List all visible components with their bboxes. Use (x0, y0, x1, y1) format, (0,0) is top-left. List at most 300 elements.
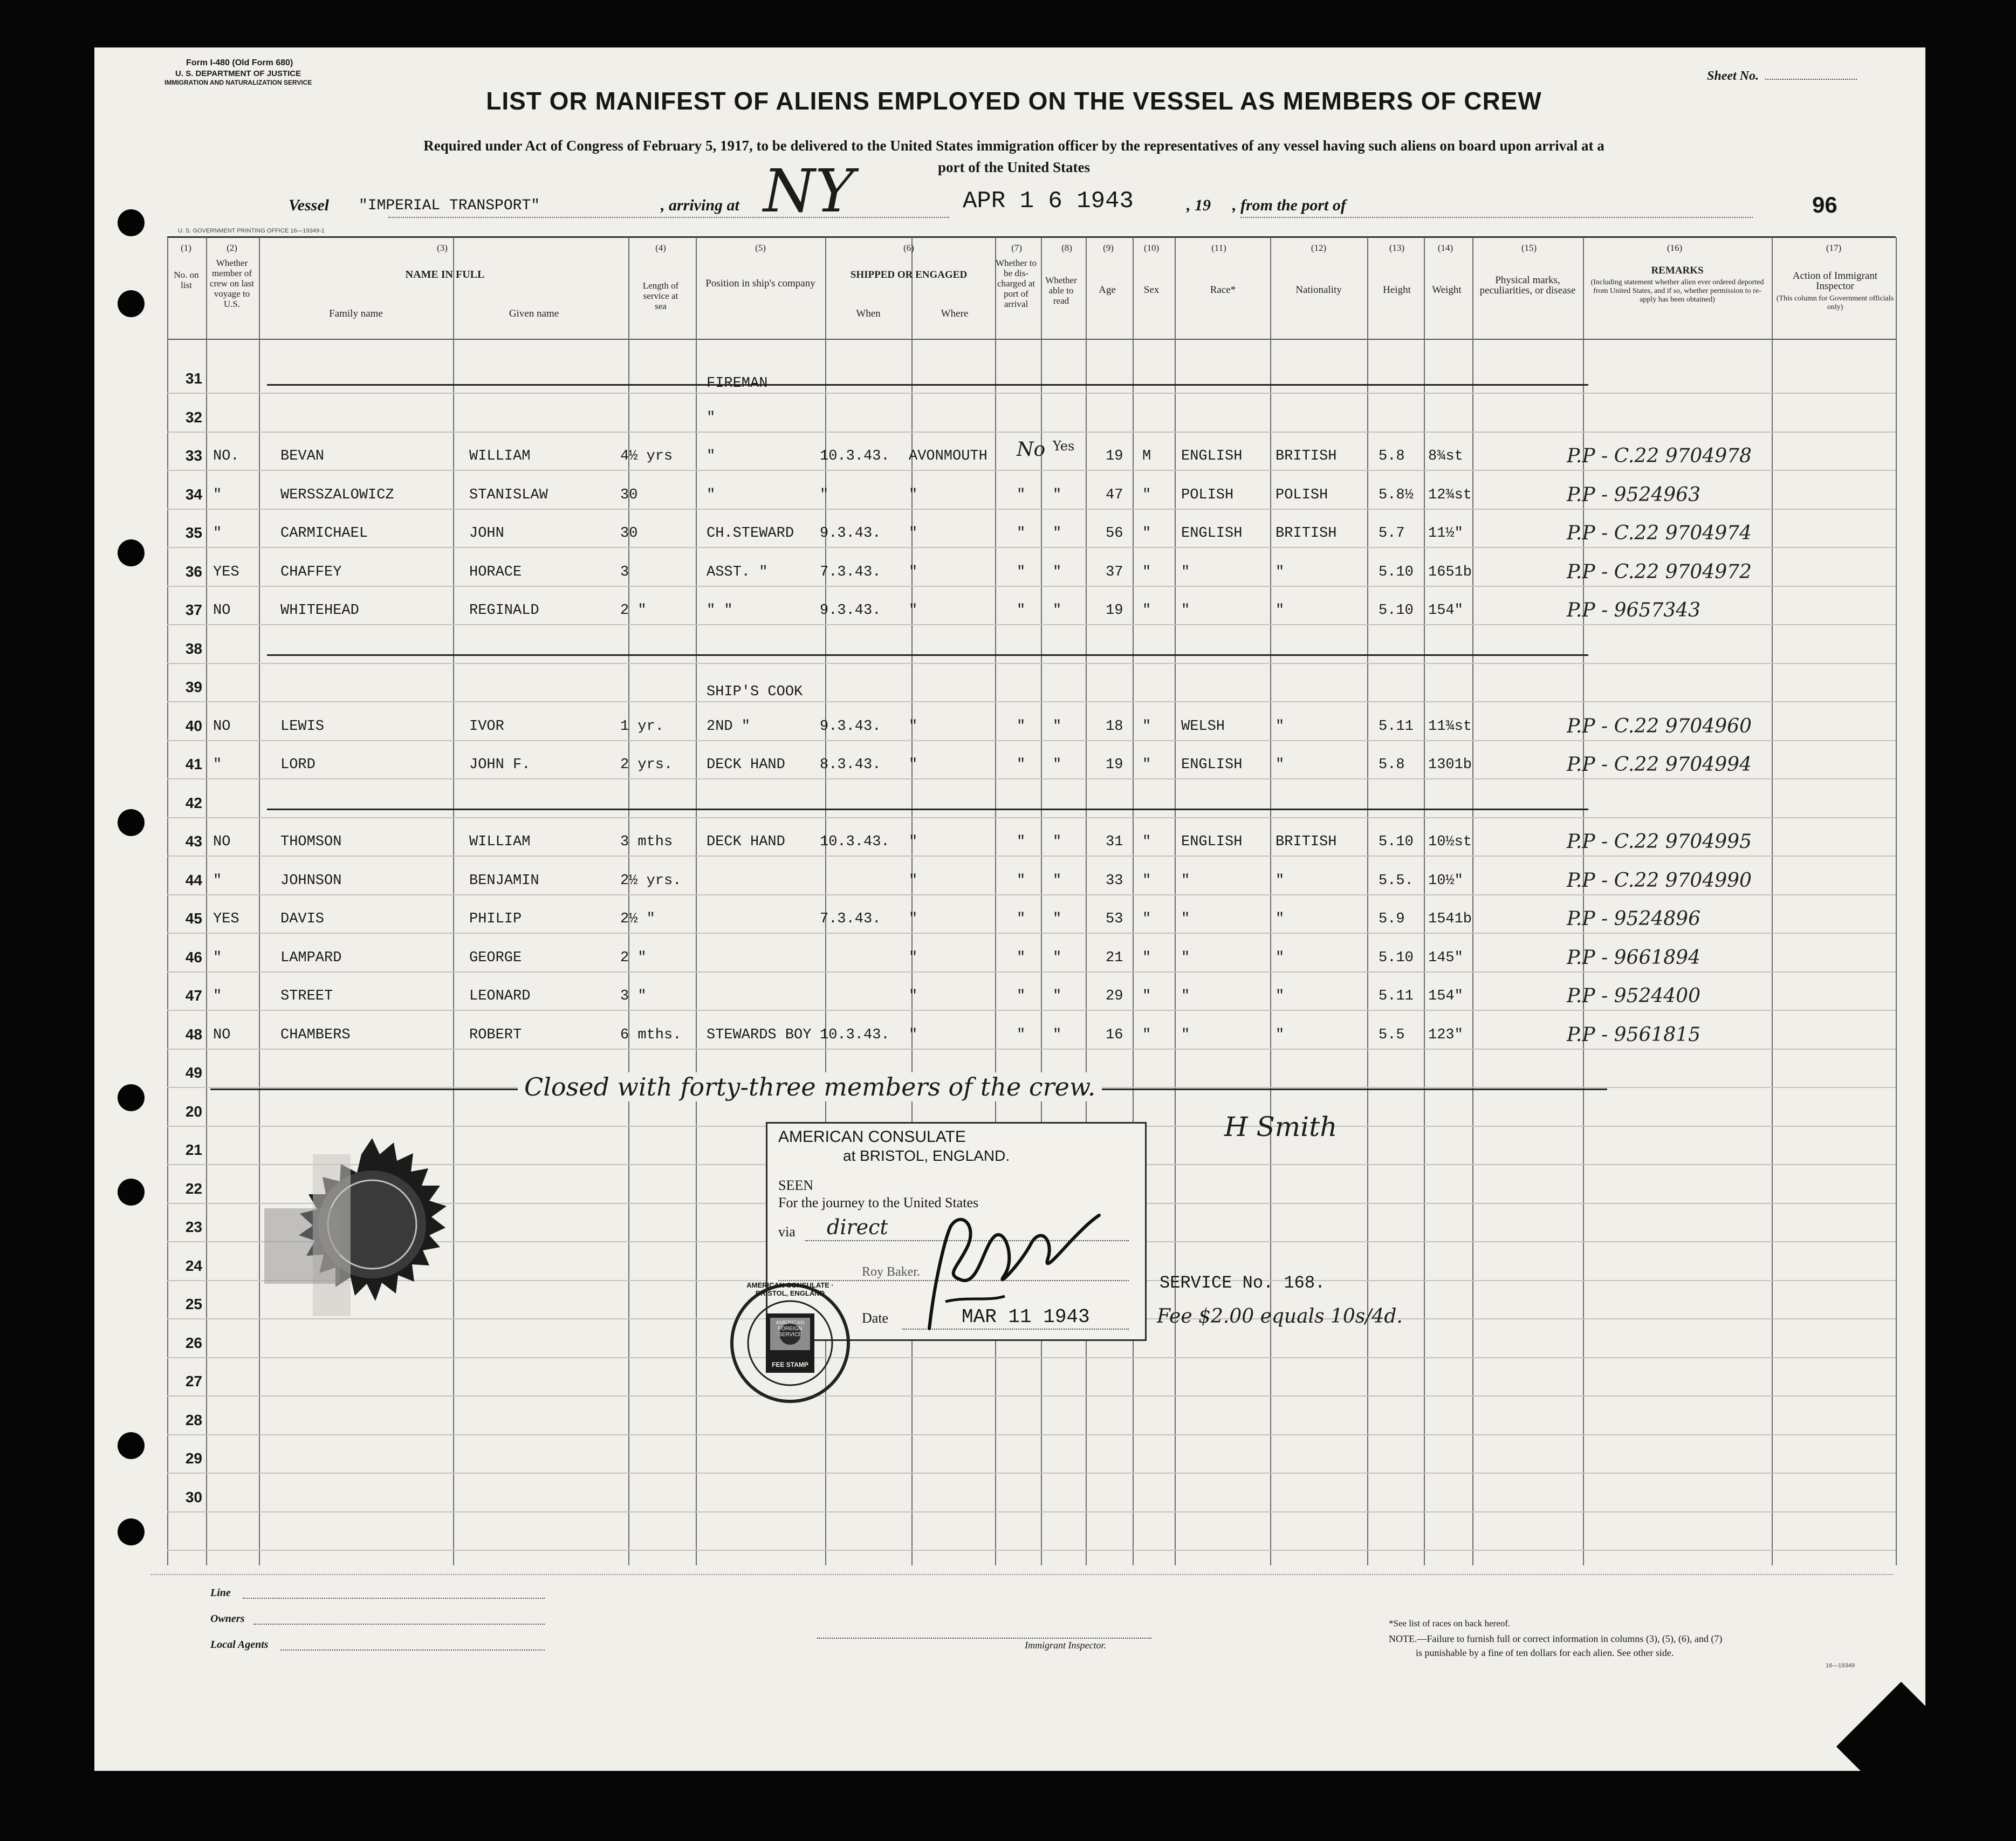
row-rule (167, 509, 1896, 510)
cell-length: 2½ " (620, 911, 655, 927)
cell-given: BENJAMIN (469, 872, 539, 889)
vessel-underline (388, 217, 949, 218)
cell-position: SHIP'S COOK (707, 684, 803, 700)
cell-member: NO (213, 718, 231, 735)
cell-disch: " (1017, 487, 1026, 503)
row-rule (167, 624, 1896, 625)
cell-member: YES (213, 564, 239, 580)
cell-remarks: P.P - 9524896 (1567, 908, 1700, 930)
cell-height: 5.7 (1379, 525, 1405, 542)
closing-note: Closed with forty-three members of the crew. (518, 1072, 1102, 1101)
cell-remarks: P.P - C.22 9704995 (1567, 831, 1752, 853)
cell-nat: " (1276, 949, 1285, 966)
header-weight: Weight (1432, 284, 1462, 296)
column-rule (167, 237, 168, 1565)
cell-given: JOHN F. (469, 757, 531, 773)
from-port-label: , from the port of (1232, 196, 1346, 214)
row-rule (167, 856, 1896, 857)
cell-given: PHILIP (469, 911, 522, 927)
row-rule (167, 586, 1896, 587)
header-bottom-rule (167, 339, 1896, 340)
cell-read: " (1053, 564, 1062, 580)
cell-remarks: P.P - 9657343 (1567, 599, 1700, 621)
cell-read: " (1053, 525, 1062, 542)
cell-given: ROBERT (469, 1026, 522, 1043)
cell-height: 5.8½ (1379, 487, 1414, 503)
cell-sex: " (1142, 834, 1151, 850)
column-rule (628, 237, 629, 1565)
row-number: 39 (185, 679, 202, 695)
cell-where: " (909, 911, 918, 927)
cell-position: " " (707, 603, 733, 619)
cell-read: " (1053, 757, 1062, 773)
cell-weight: 1651b (1428, 564, 1472, 580)
cell-disch: No (1017, 439, 1046, 461)
header-action: Action of Immigrant Inspector (1792, 270, 1878, 292)
header-shipped-engaged: SHIPPED OR ENGAGED (850, 269, 968, 280)
cell-family: STREET (280, 988, 333, 1004)
cell-age: 19 (1106, 757, 1123, 773)
cell-age: 31 (1106, 834, 1123, 850)
cell-given: REGINALD (469, 603, 539, 619)
cell-position: " (707, 409, 716, 426)
cell-age: 21 (1106, 949, 1123, 966)
cell-disch: " (1017, 834, 1026, 850)
fee-note: Fee $2.00 equals 10s/4d. (1157, 1305, 1403, 1327)
header-remarks: REMARKS (1651, 265, 1704, 276)
col-num: (13) (1389, 243, 1405, 253)
cell-family: LAMPARD (280, 949, 342, 966)
cell-read: " (1053, 487, 1062, 503)
column-rule (1772, 237, 1773, 1565)
cell-length: 2½ yrs. (620, 872, 682, 889)
cell-length: 3 " (620, 988, 647, 1004)
column-rule (453, 237, 454, 1565)
cell-family: CHAFFEY (280, 564, 342, 580)
row-rule (167, 663, 1896, 664)
cell-weight: 8¾st (1428, 448, 1463, 464)
section-separator (267, 809, 1588, 810)
row-rule (167, 1010, 1896, 1011)
cell-nat: " (1276, 911, 1285, 927)
row-number: 28 (185, 1411, 202, 1428)
cell-remarks: P.P - C.22 9704972 (1567, 560, 1752, 583)
cell-given: STANISLAW (469, 487, 548, 503)
cell-age: 47 (1106, 487, 1123, 503)
fee-stamp (728, 1281, 852, 1405)
cell-weight: 10½st (1428, 834, 1472, 850)
footer-rule (151, 1574, 1893, 1575)
header-member-last-voyage: Whether member of crew on last voyage to U.S. (209, 258, 255, 309)
cell-family: LEWIS (280, 718, 325, 735)
cell-age: 56 (1106, 525, 1123, 542)
cell-member: NO. (213, 448, 239, 464)
punch-hole (118, 209, 145, 236)
cell-weight: 11¾st (1428, 718, 1472, 735)
header-remarks-note: (Including statement whether alien ever ordered deported from United States, and if so, whether permission to re-apply has been obtained) (1590, 278, 1764, 304)
cell-family: DAVIS (280, 911, 325, 927)
cell-sex: " (1142, 487, 1151, 503)
row-number: 26 (185, 1334, 202, 1351)
cell-given: LEONARD (469, 988, 531, 1004)
vessel-underline (1240, 217, 1753, 218)
footer-owners-label: Owners (210, 1613, 245, 1625)
row-rule (167, 393, 1896, 394)
row-rule (167, 701, 1896, 702)
cell-weight: 1301b (1428, 757, 1472, 773)
journey-label: For the journey to the United States (778, 1195, 979, 1210)
col-num: (4) (655, 243, 666, 253)
cell-weight: 12¾st (1428, 487, 1472, 503)
sheet-label-text: Sheet No. (1707, 69, 1759, 83)
column-rule (1424, 237, 1425, 1565)
col-num: (14) (1437, 243, 1453, 253)
cell-age: 37 (1106, 564, 1123, 580)
cell-family: CARMICHAEL (280, 525, 368, 542)
cell-member: " (213, 757, 222, 773)
cell-sex: " (1142, 988, 1151, 1004)
cell-where: " (909, 757, 918, 773)
row-number: 40 (185, 717, 202, 734)
cell-where: " (909, 718, 918, 735)
row-rule (167, 547, 1896, 548)
cell-where: AVONMOUTH (909, 448, 988, 464)
cell-read: " (1053, 911, 1062, 927)
header-able-read: Whether able to read (1045, 275, 1077, 306)
col-num: (9) (1103, 243, 1114, 253)
cell-race: " (1181, 988, 1190, 1004)
cell-member: " (213, 988, 222, 1004)
sheet-number-line (1765, 79, 1857, 80)
col-num: (5) (755, 243, 766, 253)
row-number: 35 (185, 524, 202, 541)
cell-height: 5.8 (1379, 757, 1405, 773)
row-number: 41 (185, 756, 202, 772)
cell-family: BEVAN (280, 448, 325, 464)
cell-position: DECK HAND (707, 757, 785, 773)
cell-weight: 154" (1428, 988, 1463, 1004)
cell-race: " (1181, 949, 1190, 966)
cell-length: 30 (620, 487, 638, 503)
header-where: Where (941, 308, 969, 319)
cell-height: 5.10 (1379, 949, 1414, 966)
cell-given: WILLIAM (469, 448, 531, 464)
cell-race: ENGLISH (1181, 757, 1243, 773)
header-given-name: Given name (509, 308, 559, 319)
cell-race: POLISH (1181, 487, 1234, 503)
cell-weight: 10½" (1428, 872, 1463, 889)
cell-sex: " (1142, 564, 1151, 580)
cell-race: " (1181, 872, 1190, 889)
row-number: 43 (185, 833, 202, 850)
cell-weight: 123" (1428, 1026, 1463, 1043)
printing-office: U. S. GOVERNMENT PRINTING OFFICE 16—19349-1 (178, 228, 325, 234)
cell-remarks: P.P - 9524400 (1567, 985, 1700, 1007)
vessel-name: "IMPERIAL TRANSPORT" (359, 197, 540, 214)
form-subtitle (178, 135, 1850, 178)
punch-hole (118, 1518, 145, 1545)
row-number: 44 (185, 871, 202, 888)
column-rule (1175, 237, 1176, 1565)
header-name-in-full: NAME IN FULL (405, 269, 485, 280)
cell-read: " (1053, 718, 1062, 735)
cell-when: 7.3.43. (820, 911, 881, 927)
cell-family: WHITEHEAD (280, 603, 359, 619)
col-num: (12) (1311, 243, 1327, 253)
cell-weight: 154" (1428, 603, 1463, 619)
column-rule (1472, 237, 1473, 1565)
officer-label: Roy Baker. (862, 1265, 920, 1279)
cell-position: FIREMAN (707, 375, 768, 392)
cell-remarks: P.P - C.22 9704990 (1567, 869, 1752, 892)
row-number: 42 (185, 794, 202, 811)
row-rule (167, 740, 1896, 741)
cell-when: 8.3.43. (820, 757, 881, 773)
cell-given: WILLIAM (469, 834, 531, 850)
cell-sex: M (1142, 448, 1151, 464)
row-number: 48 (185, 1025, 202, 1043)
cell-nat: " (1276, 603, 1285, 619)
cell-length: 2 yrs. (620, 757, 673, 773)
col-num: (6) (903, 243, 914, 253)
cell-when: 10.3.43. (820, 834, 890, 850)
cell-height: 5.5. (1379, 872, 1414, 889)
cell-position: DECK HAND (707, 834, 785, 850)
cell-read: Yes (1053, 439, 1075, 454)
cell-disch: " (1017, 757, 1026, 773)
header-action-note: (This column for Government officials only) (1776, 295, 1894, 311)
cell-family: LORD (280, 757, 316, 773)
form-code: 16—19349 (1826, 1662, 1855, 1669)
footer-agents-field (280, 1650, 545, 1651)
row-number: 47 (185, 987, 202, 1004)
cell-remarks: P.P - C.22 9704974 (1567, 522, 1752, 544)
row-rule (167, 1395, 1896, 1397)
footer-line-field (243, 1598, 545, 1599)
col-num: (11) (1211, 243, 1226, 253)
fine-note-line-1: NOTE.—Failure to furnish full or correct information in columns (3), (5), (6), and (7) (1389, 1633, 1723, 1644)
cell-height: 5.10 (1379, 564, 1414, 580)
header-race: Race* (1210, 284, 1236, 296)
cell-sex: " (1142, 718, 1151, 735)
row-rule (167, 1049, 1896, 1050)
row-number: 32 (185, 408, 202, 426)
service-number: SERVICE No. 168. (1160, 1273, 1326, 1293)
cell-sex: " (1142, 1026, 1151, 1043)
footer-agents-label: Local Agents (210, 1639, 269, 1651)
row-number: 25 (185, 1296, 202, 1312)
cell-disch: " (1017, 1026, 1026, 1043)
cell-age: 18 (1106, 718, 1123, 735)
fee-stamp-ring-text: AMERICAN CONSULATE · BRISTOL, ENGLAND (746, 1281, 834, 1297)
cell-given: HORACE (469, 564, 522, 580)
cell-read: " (1053, 988, 1062, 1004)
punch-hole (118, 290, 145, 317)
cell-race: " (1181, 911, 1190, 927)
table-top-rule (167, 236, 1896, 238)
col-num: (8) (1061, 243, 1072, 253)
master-signature: H Smith (1224, 1111, 1338, 1142)
form-id: Form I-480 (Old Form 680) (186, 58, 293, 67)
row-number: 45 (185, 910, 202, 927)
row-rule (167, 894, 1896, 895)
cell-when: 10.3.43. (820, 1026, 890, 1043)
vessel-label: Vessel (289, 196, 329, 214)
cell-disch: " (1017, 525, 1026, 542)
header-no-on-list: No. on list (174, 270, 199, 290)
cell-given: GEORGE (469, 949, 522, 966)
cell-race: " (1181, 1026, 1190, 1043)
cell-when: 9.3.43. (820, 603, 881, 619)
column-rule (696, 237, 697, 1565)
col-num: (16) (1667, 243, 1683, 253)
cell-member: NO (213, 1026, 231, 1043)
cell-remarks: P.P - C.22 9704994 (1567, 754, 1752, 776)
row-rule (167, 470, 1896, 471)
immigrant-inspector-label: Immigrant Inspector. (1025, 1640, 1106, 1651)
cell-disch: " (1017, 564, 1026, 580)
cell-length: 30 (620, 525, 638, 542)
column-rule (1367, 237, 1368, 1565)
cell-sex: " (1142, 757, 1151, 773)
cell-race: WELSH (1181, 718, 1225, 735)
column-rule (1896, 237, 1897, 1565)
cell-length: 2 " (620, 603, 647, 619)
cell-race: " (1181, 564, 1190, 580)
header-sex: Sex (1143, 284, 1160, 296)
cell-age: 33 (1106, 872, 1123, 889)
cell-member: NO (213, 834, 231, 850)
subtitle-line-1: Required under Act of Congress of February 5, 1917, to be delivered to the United States immigration officer by the representatives of any vessel having such aliens on board upon arrival at a (423, 138, 1604, 154)
cell-member: " (213, 487, 222, 503)
cell-age: 16 (1106, 1026, 1123, 1043)
row-number: 36 (185, 563, 202, 580)
cell-remarks: P.P - C.22 9704978 (1567, 445, 1752, 467)
service-name: IMMIGRATION AND NATURALIZATION SERVICE (164, 79, 312, 86)
year-label: , 19 (1187, 196, 1211, 214)
cell-nat: BRITISH (1276, 525, 1337, 542)
cell-height: 5.9 (1379, 911, 1405, 927)
header-discharged: Whether to be dis-charged at port of arrival (996, 258, 1037, 309)
consul-signature (913, 1194, 1107, 1345)
cell-weight: 145" (1428, 949, 1463, 966)
cell-nat: BRITISH (1276, 834, 1337, 850)
row-number: 29 (185, 1450, 202, 1467)
column-rule (206, 237, 207, 1565)
cell-length: 2 " (620, 949, 647, 966)
cell-family: THOMSON (280, 834, 342, 850)
seen-label: SEEN (778, 1178, 813, 1193)
cell-read: " (1053, 603, 1062, 619)
cell-weight: 1541b (1428, 911, 1472, 927)
row-rule (167, 933, 1896, 934)
cell-disch: " (1017, 949, 1026, 966)
consulate-name: AMERICAN CONSULATE (778, 1128, 966, 1146)
header-age: Age (1099, 284, 1116, 296)
punch-hole (118, 809, 145, 836)
cell-position: ASST. " (707, 564, 768, 580)
cell-read: " (1053, 834, 1062, 850)
row-number: 24 (185, 1257, 202, 1274)
punch-hole (118, 539, 145, 566)
fee-stamp-inner-text: AMERICAN FOREIGN SERVICE (776, 1320, 805, 1338)
cell-height: 5.5 (1379, 1026, 1405, 1043)
row-rule (167, 778, 1896, 779)
cell-age: 53 (1106, 911, 1123, 927)
row-rule (167, 817, 1896, 818)
fee-stamp-label: FEE STAMP (772, 1361, 808, 1368)
cell-nat: BRITISH (1276, 448, 1337, 464)
header-length-service: Length of service at sea (642, 280, 679, 311)
row-rule (167, 1511, 1896, 1513)
cell-disch: " (1017, 718, 1026, 735)
row-rule (167, 432, 1896, 433)
cell-family: WERSSZALOWICZ (280, 487, 394, 503)
cell-member: " (213, 949, 222, 966)
cell-position: STEWARDS BOY (707, 1026, 812, 1043)
cell-member: YES (213, 911, 239, 927)
cell-position: " (707, 448, 716, 464)
cell-family: CHAMBERS (280, 1026, 351, 1043)
cell-age: 19 (1106, 448, 1123, 464)
cell-position: 2ND " (707, 718, 751, 735)
row-number: 22 (185, 1180, 202, 1197)
cell-nat: " (1276, 564, 1285, 580)
row-rule (167, 1434, 1896, 1435)
cell-height: 5.10 (1379, 834, 1414, 850)
col-num: (3) (437, 243, 448, 253)
cell-disch: " (1017, 603, 1026, 619)
cell-where: " (909, 1026, 918, 1043)
cell-when: 9.3.43. (820, 718, 881, 735)
row-number: 23 (185, 1219, 202, 1235)
cell-age: 19 (1106, 603, 1123, 619)
cell-height: 5.11 (1379, 718, 1414, 735)
cell-read: " (1053, 1026, 1062, 1043)
row-number: 37 (185, 601, 202, 618)
row-number: 30 (185, 1488, 202, 1505)
column-rule (1583, 237, 1584, 1565)
cell-length: 6 mths. (620, 1026, 682, 1043)
column-rule (1086, 237, 1087, 1565)
cell-where: " (909, 487, 918, 503)
cell-where: " (909, 872, 918, 889)
cell-member: " (213, 525, 222, 542)
col-num: (15) (1521, 243, 1537, 253)
arrival-date-stamp: APR 1 6 1943 (963, 188, 1134, 215)
header-height: Height (1383, 284, 1411, 296)
page-number: 96 (1812, 192, 1837, 217)
column-rule (259, 237, 260, 1565)
cell-nat: " (1276, 718, 1285, 735)
cell-family: JOHNSON (280, 872, 342, 889)
cell-remarks: P.P - C.22 9704960 (1567, 715, 1752, 737)
date-label: Date (862, 1310, 889, 1326)
cell-remarks: P.P - 9661894 (1567, 946, 1700, 969)
cell-when: 9.3.43. (820, 525, 881, 542)
cell-nat: " (1276, 757, 1285, 773)
row-number: 27 (185, 1373, 202, 1390)
cell-length: 4½ yrs (620, 448, 673, 464)
cell-where: " (909, 603, 918, 619)
cell-race: ENGLISH (1181, 525, 1243, 542)
cell-disch: " (1017, 911, 1026, 927)
cell-race: ENGLISH (1181, 448, 1243, 464)
cell-age: 29 (1106, 988, 1123, 1004)
column-rule (1133, 237, 1134, 1565)
row-rule (167, 1473, 1896, 1474)
col-num: (17) (1826, 243, 1842, 253)
